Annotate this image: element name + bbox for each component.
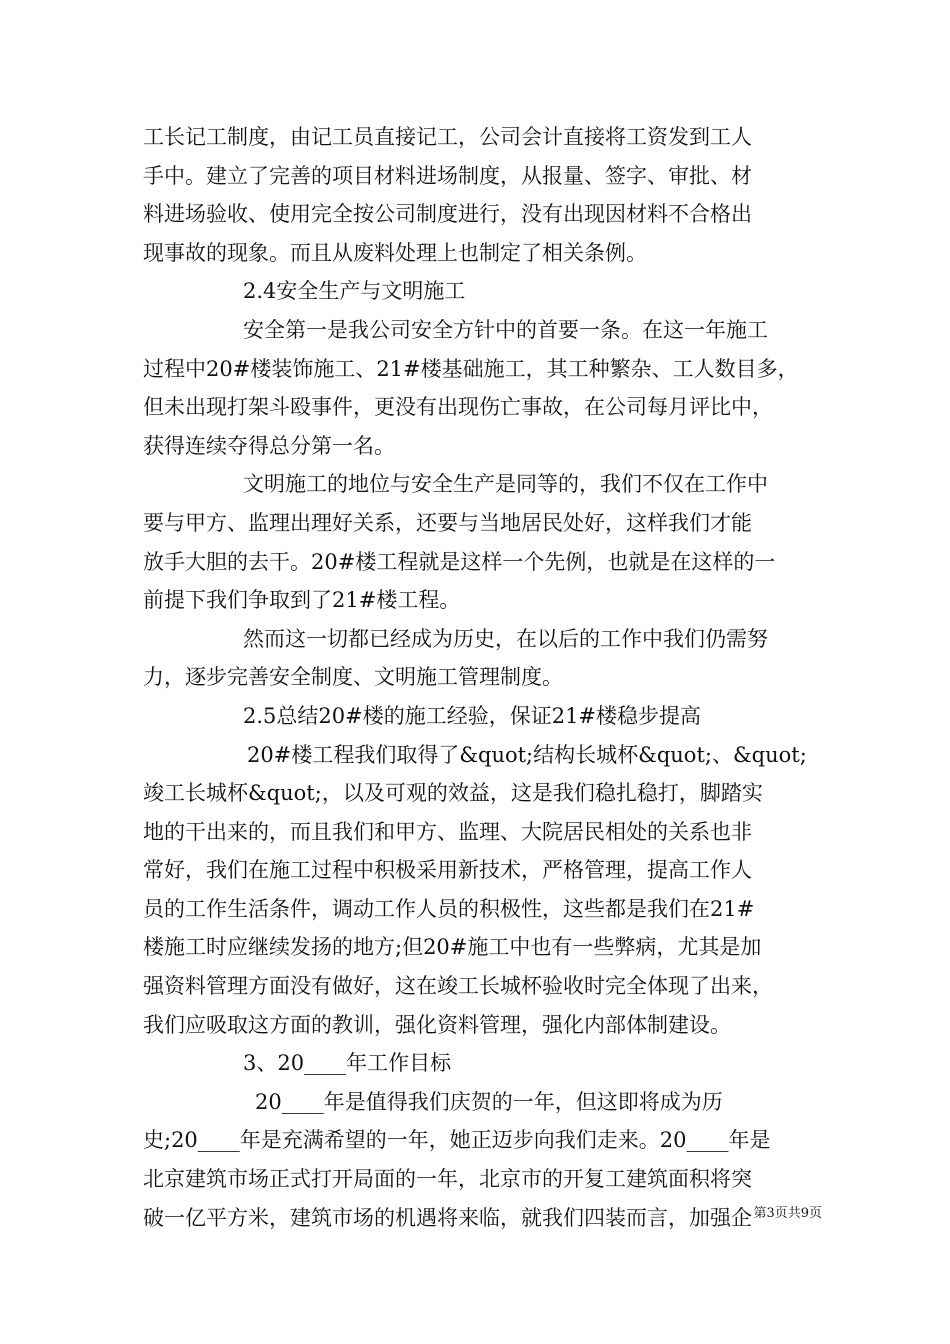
text-line: 前提下我们争取到了21#楼工程。: [143, 588, 461, 613]
document-body: [143, 118, 823, 1237]
text-line: 现事故的现象。而且从废料处理上也制定了相关条例。: [143, 240, 647, 265]
text-line: 2.4安全生产与文明施工: [243, 279, 466, 304]
text-line: 力，逐步完善安全制度、文明施工管理制度。: [143, 665, 563, 690]
text-line: 料进场验收、使用完全按公司制度进行，没有出现因材料不合格出: [143, 202, 752, 227]
text-line: 获得连续夺得总分第一名。: [143, 433, 395, 458]
text-line: 安全第一是我公司安全方针中的首要一条。在这一年施工: [243, 317, 768, 342]
text-line: 但未出现打架斗殴事件，更没有出现伤亡事故，在公司每月评比中，: [143, 395, 773, 420]
text-line: 员的工作生活条件，调动工作人员的积极性，这些都是我们在21#: [143, 896, 755, 921]
text-line: 放手大胆的去干。20#楼工程就是这样一个先例，也就是在这样的一: [143, 549, 776, 574]
text-line: 过程中20#楼装饰施工、21#楼基础施工，其工种繁杂、工人数目多，: [143, 356, 799, 381]
text-line: 地的干出来的，而且我们和甲方、监理、大院居民相处的关系也非: [143, 819, 752, 844]
text-line: 楼施工时应继续发扬的地方;但20#施工中也有一些弊病，尤其是加: [143, 935, 762, 960]
text-line: 手中。建立了完善的项目材料进场制度，从报量、签字、审批、材: [143, 163, 752, 188]
text-line: 史;20____年是充满希望的一年，她正迈步向我们走来。20____年是: [143, 1128, 771, 1153]
text-line: 2.5总结20#楼的施工经验，保证21#楼稳步提高: [243, 703, 702, 728]
page-number: 第3页共9页: [753, 1206, 822, 1221]
text-line: 北京建筑市场正式打开局面的一年，北京市的开复工建筑面积将突: [143, 1167, 752, 1192]
text-line: 常好，我们在施工过程中积极采用新技术，严格管理，提高工作人: [143, 858, 752, 883]
text-line: 然而这一切都已经成为历史，在以后的工作中我们仍需努: [243, 626, 768, 651]
text-line: 要与甲方、监理出理好关系，还要与当地居民处好，这样我们才能: [143, 510, 752, 535]
text-line: 工长记工制度，由记工员直接记工，公司会计直接将工资发到工人: [143, 125, 752, 149]
text-line: 强资料管理方面没有做好，这在竣工长城杯验收时完全体现了出来，: [143, 974, 773, 999]
text-line: 20____年是值得我们庆贺的一年，但这即将成为历: [255, 1089, 723, 1114]
text-line: 文明施工的地位与安全生产是同等的，我们不仅在工作中: [243, 472, 768, 497]
text-line: 3、20____年工作目标: [243, 1051, 452, 1076]
text-line: 竣工长城杯&quot;，以及可观的效益，这是我们稳扎稳打，脚踏实: [143, 781, 763, 806]
text-line: 破一亿平方米，建筑市场的机遇将来临，就我们四装而言，加强企: [143, 1205, 752, 1230]
text-line: 20#楼工程我们取得了&quot;结构长城杯&quot;、&quot;: [247, 742, 807, 767]
text-line: 我们应吸取这方面的教训，强化资料管理，强化内部体制建设。: [143, 1012, 731, 1037]
